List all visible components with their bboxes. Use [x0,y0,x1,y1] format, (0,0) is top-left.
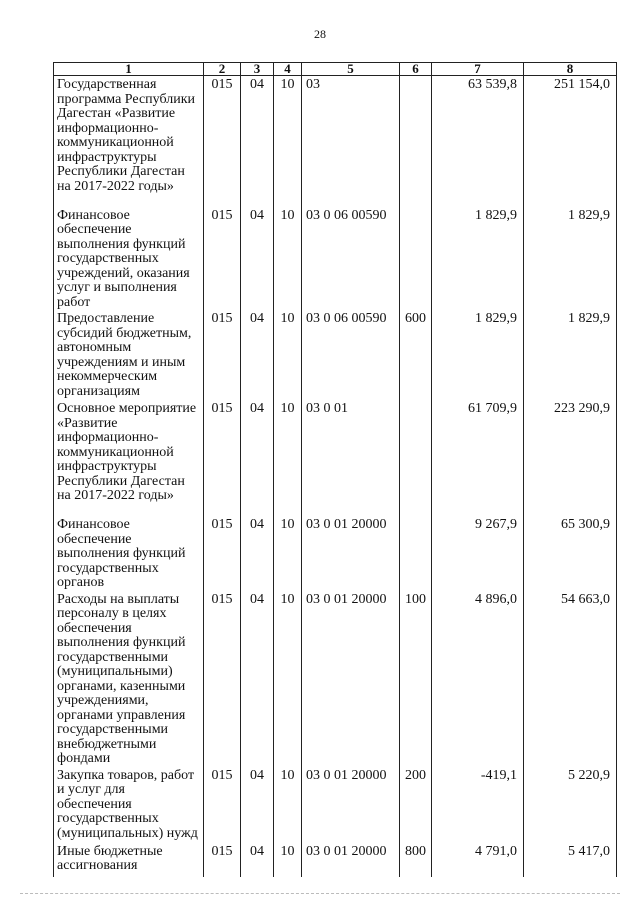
cell-col8: 1 829,9 [524,310,617,400]
column-header: 4 [274,63,302,76]
column-header: 1 [54,63,204,76]
table-row [54,516,617,591]
column-header: 7 [432,63,524,76]
row-name: Иные бюджетные ассигнования [54,843,204,877]
scan-edge-divider [20,893,620,895]
cell-col8: 65 300,9 [524,516,617,591]
cell-col5: 03 0 06 00590 [302,310,400,400]
cell-col5: 03 0 01 20000 [302,591,400,767]
cell-col5: 03 0 01 [302,400,400,516]
cell-col3: 04 [241,207,274,311]
cell-col5: 03 0 01 20000 [302,767,400,843]
cell-col4: 10 [274,767,302,843]
cell-col7: 1 829,9 [432,207,524,311]
cell-col7: 4 791,0 [432,843,524,877]
cell-col7: 61 709,9 [432,400,524,516]
cell-col8: 251 154,0 [524,76,617,207]
cell-col3: 04 [241,767,274,843]
cell-col8: 223 290,9 [524,400,617,516]
cell-col6 [400,207,432,311]
cell-col7: 1 829,9 [432,310,524,400]
cell-col4: 10 [274,516,302,591]
row-name: Закупка товаров, работ и услуг для обеспечения государственных (муниципальных) нужд [54,767,204,843]
cell-col6: 200 [400,767,432,843]
table-row [54,207,617,311]
cell-col3: 04 [241,516,274,591]
cell-col3: 04 [241,843,274,877]
cell-col7: 4 896,0 [432,591,524,767]
table-row [54,400,617,516]
cell-col3: 04 [241,591,274,767]
table-row [54,843,617,877]
cell-col3: 04 [241,310,274,400]
budget-table [53,62,617,877]
cell-col6 [400,400,432,516]
cell-col7: -419,1 [432,767,524,843]
cell-col8: 1 829,9 [524,207,617,311]
cell-col3: 04 [241,400,274,516]
column-header: 5 [302,63,400,76]
row-name: Государственная программа Республики Дагестан «Развитие информационно-коммуникационной инфраструктуры Республики Дагестан на 2017-2022 годы» [54,76,204,207]
cell-col5: 03 0 01 20000 [302,516,400,591]
cell-col8: 5 220,9 [524,767,617,843]
cell-col6 [400,76,432,207]
cell-col2: 015 [204,591,241,767]
column-header: 8 [524,63,617,76]
cell-col2: 015 [204,516,241,591]
table-row [54,310,617,400]
column-header: 6 [400,63,432,76]
cell-col5: 03 [302,76,400,207]
row-name: Расходы на выплаты персоналу в целях обеспечения выполнения функций государственными (муниципальными) органами, казенными учреждениями, органами управления государственными внебюджетными фондами [54,591,204,767]
page-number: 28 [314,27,326,41]
cell-col8: 54 663,0 [524,591,617,767]
column-header: 2 [204,63,241,76]
table-row [54,76,617,207]
column-header: 3 [241,63,274,76]
cell-col5: 03 0 01 20000 [302,843,400,877]
cell-col8: 5 417,0 [524,843,617,877]
cell-col4: 10 [274,591,302,767]
cell-col2: 015 [204,843,241,877]
cell-col4: 10 [274,76,302,207]
cell-col5: 03 0 06 00590 [302,207,400,311]
table-row [54,767,617,843]
cell-col6 [400,516,432,591]
cell-col4: 10 [274,400,302,516]
cell-col4: 10 [274,843,302,877]
cell-col3: 04 [241,76,274,207]
cell-col7: 9 267,9 [432,516,524,591]
row-name: Основное мероприятие «Развитие информационно-коммуникационной инфраструктуры Республики Дагестан на 2017-2022 годы» [54,400,204,516]
row-name: Финансовое обеспечение выполнения функций государственных учреждений, оказания услуг и выполнения работ [54,207,204,311]
cell-col2: 015 [204,310,241,400]
cell-col2: 015 [204,207,241,311]
cell-col4: 10 [274,310,302,400]
row-name: Финансовое обеспечение выполнения функций государственных органов [54,516,204,591]
cell-col6: 600 [400,310,432,400]
row-name: Предоставление субсидий бюджетным, автономным учреждениям и иным некоммерческим организациям [54,310,204,400]
cell-col4: 10 [274,207,302,311]
cell-col6: 100 [400,591,432,767]
cell-col2: 015 [204,767,241,843]
table-row [54,591,617,767]
cell-col6: 800 [400,843,432,877]
cell-col7: 63 539,8 [432,76,524,207]
cell-col2: 015 [204,400,241,516]
table-header-row [54,63,617,76]
cell-col2: 015 [204,76,241,207]
